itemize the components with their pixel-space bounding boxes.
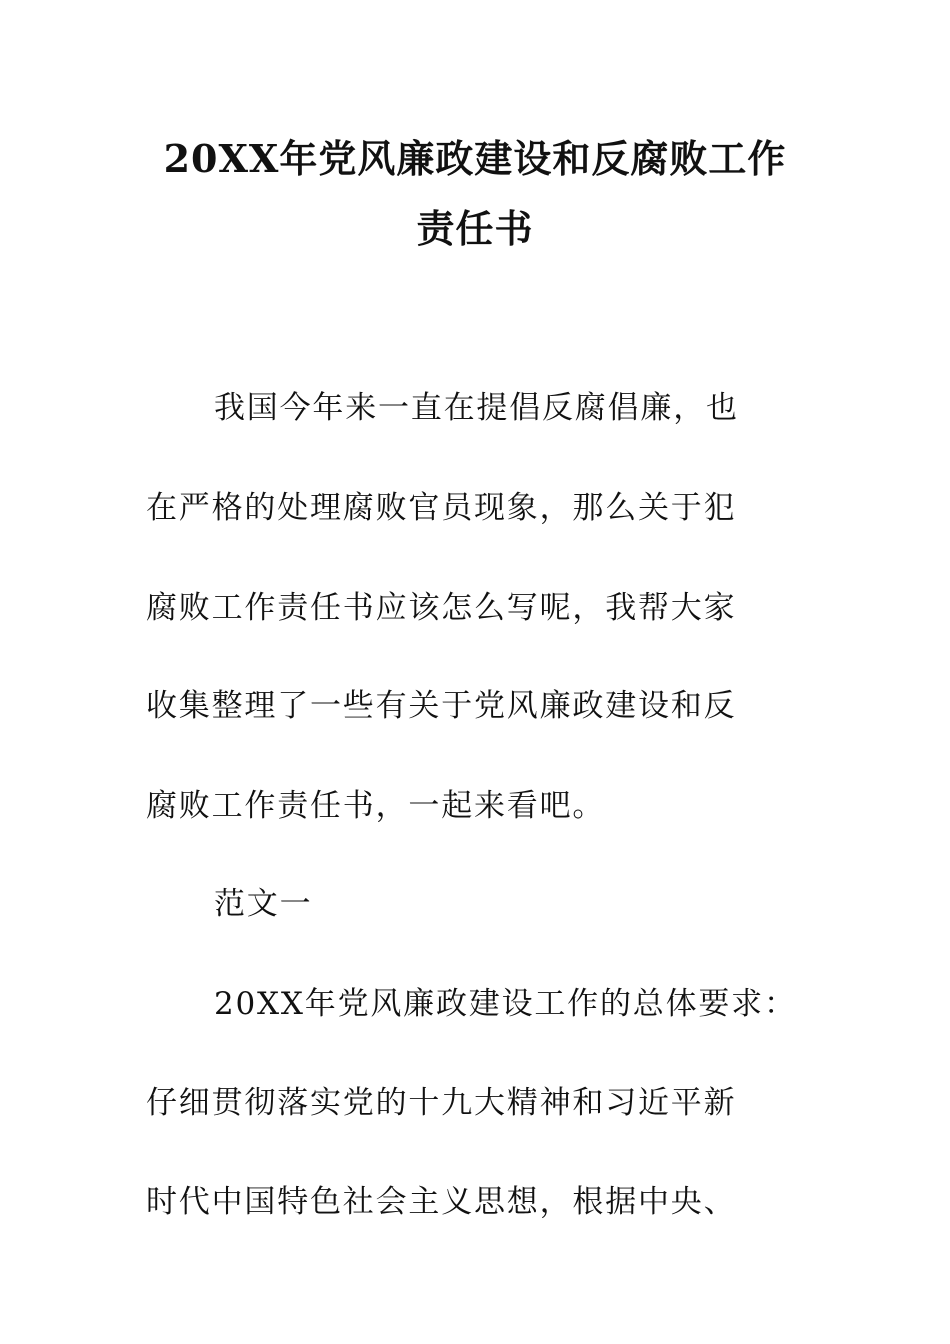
document-title-line-2: 责任书 (416, 206, 534, 251)
intro-paragraph-line-5: 腐败工作责任书，一起来看吧。 (146, 788, 606, 824)
body-paragraph-line-2: 仔细贯彻落实党的十九大精神和习近平新 (146, 1085, 737, 1121)
intro-paragraph-line-3: 腐败工作责任书应该怎么写呢，我帮大家 (146, 590, 737, 626)
body-paragraph-line-1: 20XX年党风廉政建设工作的总体要求： (214, 986, 797, 1022)
section-heading: 范文一 (214, 886, 313, 922)
body-paragraph-line-3: 时代中国特色社会主义思想，根据中央、 (146, 1184, 737, 1220)
intro-paragraph-line-2: 在严格的处理腐败官员现象，那么关于犯 (146, 490, 737, 526)
intro-paragraph-line-1: 我国今年来一直在提倡反腐倡廉，也 (214, 390, 739, 426)
document-title-line-1: 20XX年党风廉政建设和反腐败工作 (163, 136, 787, 181)
intro-paragraph-line-4: 收集整理了一些有关于党风廉政建设和反 (146, 688, 737, 724)
